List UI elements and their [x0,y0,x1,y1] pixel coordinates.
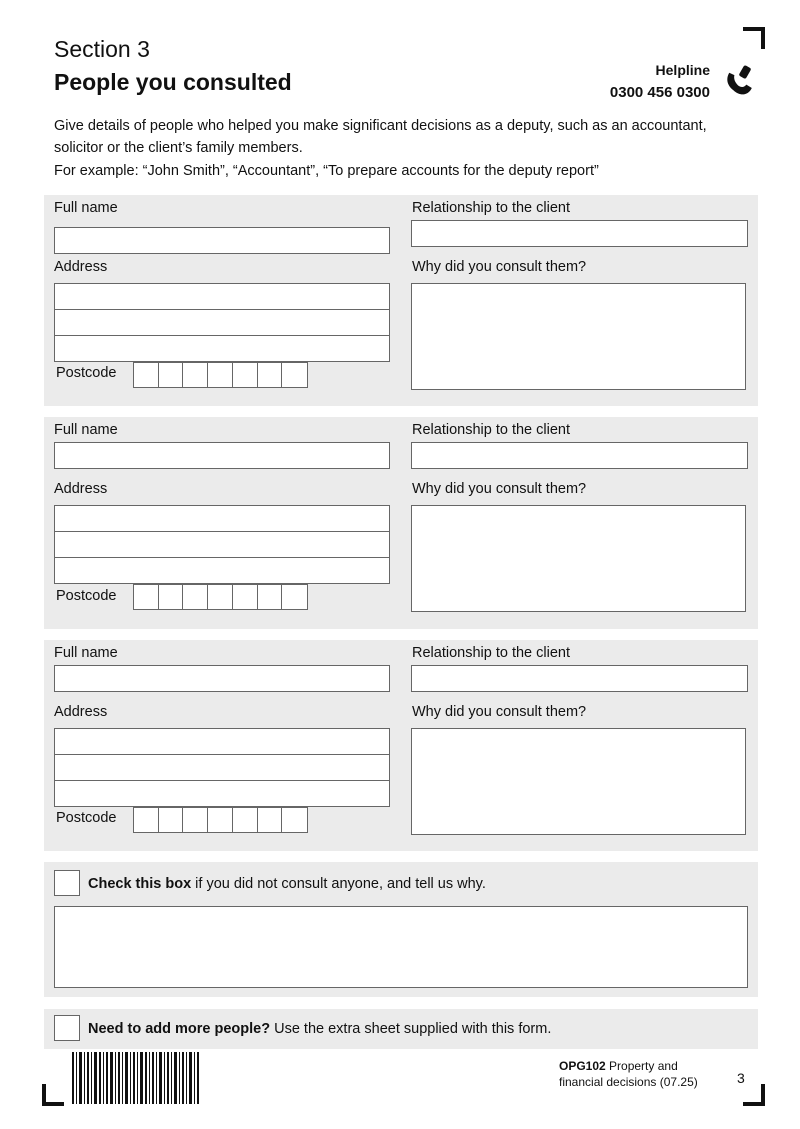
helpline-label: Helpline [655,62,710,78]
crop-mark-bottom-left [42,1084,64,1106]
full-name-label: Full name [54,645,118,661]
full-name-input[interactable] [54,227,390,254]
relationship-input[interactable] [411,220,748,247]
address-line[interactable] [55,755,389,781]
add-more-rest: Use the extra sheet supplied with this form. [270,1021,552,1037]
crop-mark-bottom-right [743,1084,765,1106]
address-line[interactable] [55,532,389,558]
address-line[interactable] [55,310,389,336]
reason-input[interactable] [411,283,746,390]
postcode-label: Postcode [56,588,117,604]
relationship-label: Relationship to the client [412,422,570,438]
address-label: Address [54,704,108,720]
no-consult-reason-input[interactable] [54,906,748,988]
postcode-input[interactable] [133,584,308,610]
address-line[interactable] [55,336,389,362]
no-consult-text [88,876,486,892]
reason-input[interactable] [411,505,746,612]
form-name-1: Property and [605,1059,678,1073]
example-text: For example: “John Smith”, “Accountant”, “To prepare accounts for the deputy report” [54,163,599,179]
no-consult-checkbox[interactable] [54,870,80,896]
reason-input[interactable] [411,728,746,835]
address-input[interactable] [54,505,390,584]
relationship-input[interactable] [411,665,748,692]
add-more-bold: Need to add more people? [88,1021,271,1037]
form-name-2: financial decisions (07.25) [559,1075,698,1089]
relationship-label: Relationship to the client [412,645,570,661]
full-name-input[interactable] [54,442,390,469]
postcode-label: Postcode [56,810,117,826]
postcode-input[interactable] [133,362,308,388]
intro-text: Give details of people who helped you make significant decisions as a deputy, such as an accountant, solicitor or the client’s family members. [54,118,707,156]
page-number: 3 [737,1070,745,1086]
page-title: People you consulted [54,69,292,95]
relationship-input[interactable] [411,442,748,469]
address-line[interactable] [55,506,389,532]
address-line[interactable] [55,729,389,755]
address-line[interactable] [55,781,389,807]
helpline-number: 0300 456 0300 [609,84,710,101]
reason-label: Why did you consult them? [412,259,587,275]
form-code-bold: OPG102 [559,1059,606,1073]
barcode [72,1052,200,1104]
no-consult-bold: Check this box [88,876,192,892]
full-name-label: Full name [54,422,118,438]
postcode-input[interactable] [133,807,308,833]
address-input[interactable] [54,283,390,362]
postcode-label: Postcode [56,365,117,381]
add-more-text [88,1021,551,1037]
section-label: Section 3 [54,36,150,62]
reason-label: Why did you consult them? [412,481,587,497]
form-code [559,1058,698,1090]
full-name-input[interactable] [54,665,390,692]
phone-icon [719,62,759,102]
no-consult-rest: if you did not consult anyone, and tell us why. [191,876,486,892]
address-label: Address [54,481,108,497]
address-input[interactable] [54,728,390,807]
full-name-label: Full name [54,200,118,216]
crop-mark-top-right [743,27,765,49]
reason-label: Why did you consult them? [412,704,587,720]
address-line[interactable] [55,284,389,310]
address-label: Address [54,259,108,275]
address-line[interactable] [55,558,389,584]
add-more-checkbox[interactable] [54,1015,80,1041]
relationship-label: Relationship to the client [412,200,570,216]
